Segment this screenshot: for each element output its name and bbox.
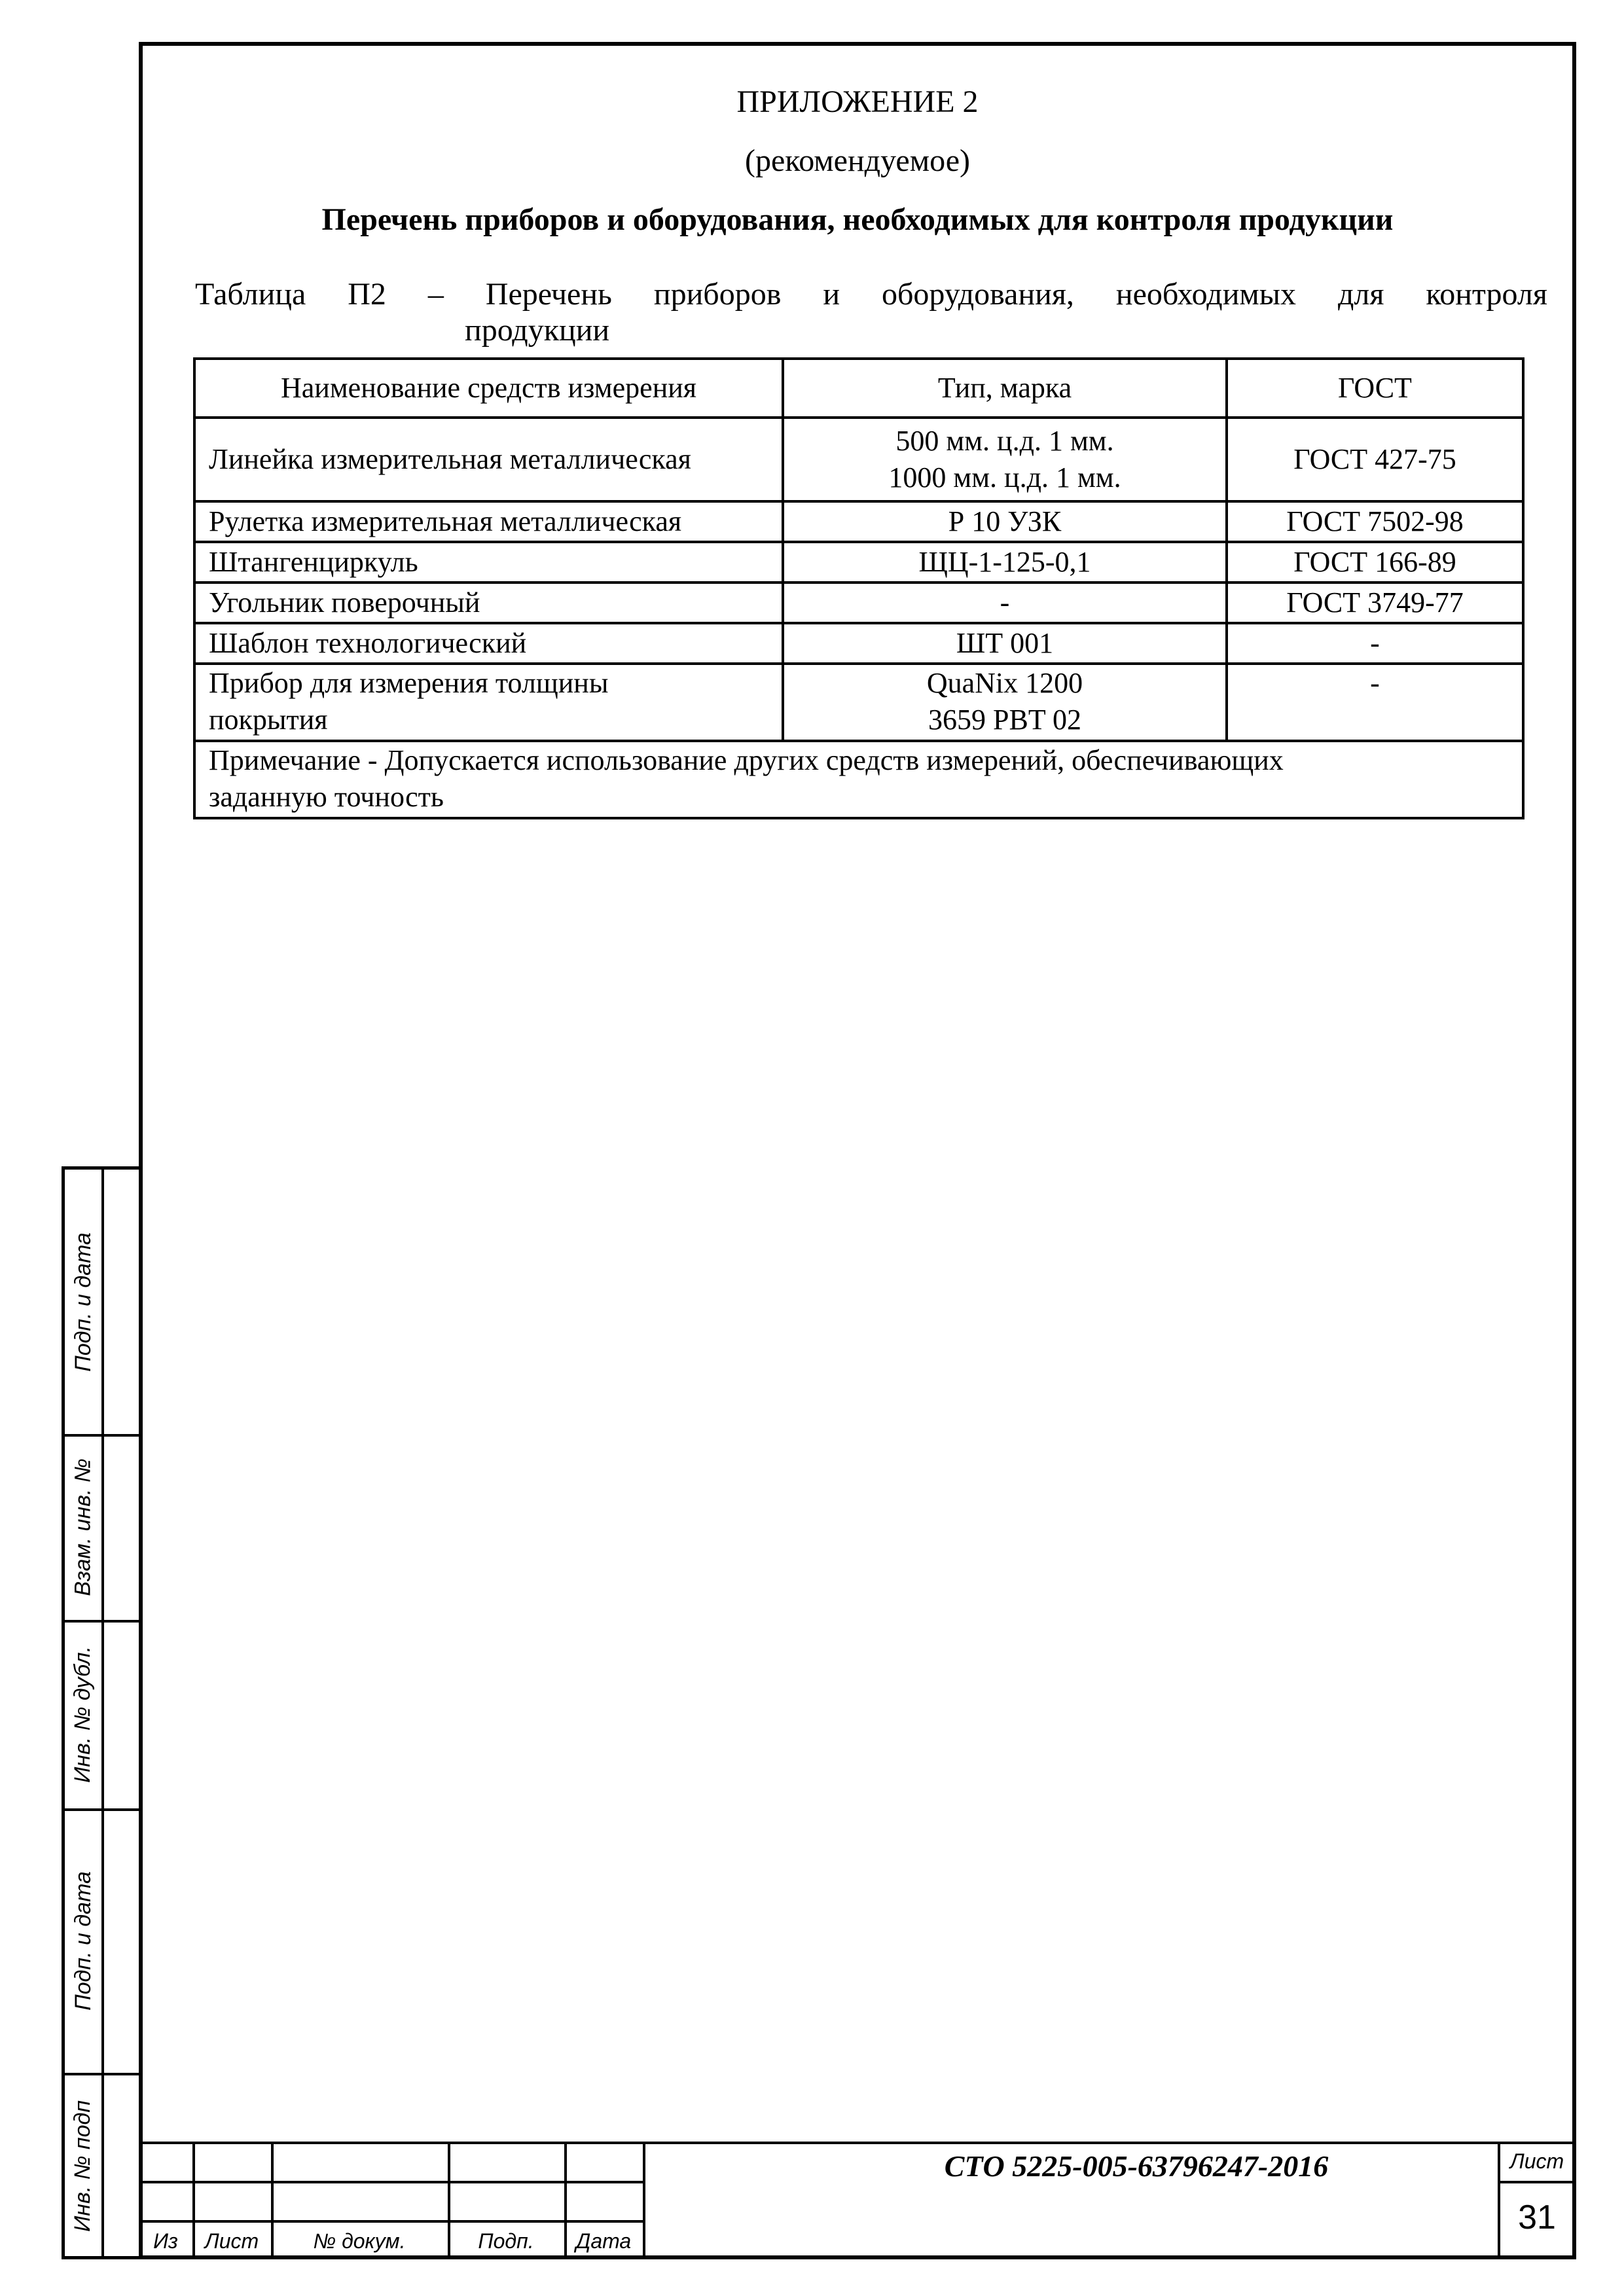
instrument-gost: -	[1227, 664, 1523, 741]
label-doc-number: № докум.	[313, 2229, 406, 2253]
instrument-gost: -	[1227, 623, 1523, 664]
side-label: Подп. и дата	[70, 1871, 96, 2011]
instrument-gost: ГОСТ 3749-77	[1227, 583, 1523, 623]
label-change: Из	[153, 2229, 178, 2253]
instrument-type	[783, 664, 1227, 741]
side-label-cell	[65, 1170, 101, 1434]
instrument-gost: ГОСТ 427-75	[1227, 418, 1523, 501]
caption-word: –	[427, 277, 444, 312]
stamp-row-line	[139, 2220, 643, 2223]
note-line: заданную точность	[209, 781, 444, 813]
instrument-type: ШТ 001	[783, 623, 1227, 664]
caption-word: для	[1337, 277, 1384, 312]
note-line: Примечание - Допускается использование других средств измерений, обеспечивающих	[209, 744, 1284, 776]
table-note-row	[194, 741, 1523, 818]
equipment-table	[193, 357, 1525, 819]
table-note	[194, 741, 1523, 818]
label-date: Дата	[575, 2229, 632, 2253]
stamp-top-line	[139, 2142, 1576, 2144]
table-caption	[195, 275, 1547, 347]
name-line: Прибор для измерения толщины	[209, 667, 609, 699]
side-label: Взам. инв. №	[70, 1458, 96, 1596]
instrument-name: Штангенциркуль	[194, 542, 783, 583]
side-label-cell	[65, 1808, 101, 2073]
caption-word: Таблица	[195, 277, 306, 312]
table-row	[194, 583, 1523, 623]
caption-word: приборов	[653, 277, 782, 312]
table-row	[194, 623, 1523, 664]
caption-word: оборудования,	[881, 277, 1074, 312]
title-block	[139, 2142, 1576, 2259]
side-label-cell	[65, 1620, 101, 1808]
instrument-name: Рулетка измерительная металлическая	[194, 501, 783, 542]
instrument-gost: ГОСТ 7502-98	[1227, 501, 1523, 542]
table-header-row	[194, 359, 1523, 418]
sheet-label: Лист	[1509, 2149, 1564, 2173]
label-signature: Подп.	[478, 2229, 534, 2253]
column-header: Тип, марка	[783, 359, 1227, 418]
side-stamp	[62, 1166, 139, 2259]
side-label: Инв. № подп	[70, 2100, 96, 2233]
document-code: СТО 5225-005-63796247-2016	[944, 2149, 1329, 2183]
side-label-cell	[65, 2073, 101, 2259]
instrument-name: Шаблон технологический	[194, 623, 783, 664]
table-row	[194, 501, 1523, 542]
caption-word: П2	[348, 277, 386, 312]
name-line: покрытия	[209, 704, 328, 736]
side-label-cell	[65, 1434, 101, 1620]
column-header: ГОСТ	[1227, 359, 1523, 418]
appendix-status: (рекомендуемое)	[745, 143, 970, 178]
appendix-heading: ПРИЛОЖЕНИЕ 2	[736, 84, 979, 119]
caption-word: необходимых	[1115, 277, 1296, 312]
type-line: 1000 мм. ц.д. 1 мм.	[888, 461, 1121, 493]
stamp-row-line	[139, 2181, 643, 2183]
type-line: QuaNix 1200	[926, 667, 1083, 699]
side-stamp-divider	[101, 1170, 104, 2256]
instrument-type: -	[783, 583, 1227, 623]
caption-word: Перечень	[485, 277, 612, 312]
column-header: Наименование средств измерения	[194, 359, 783, 418]
sheet-number: 31	[1518, 2198, 1556, 2236]
instrument-gost: ГОСТ 166-89	[1227, 542, 1523, 583]
label-sheet: Лист	[204, 2229, 259, 2253]
type-line: 500 мм. ц.д. 1 мм.	[895, 425, 1114, 457]
instrument-type	[783, 418, 1227, 501]
instrument-name: Линейка измерительная металлическая	[194, 418, 783, 501]
instrument-name	[194, 664, 783, 741]
caption-continuation: продукции	[465, 313, 610, 348]
table-row	[194, 418, 1523, 501]
instrument-type: ЩЦ-1-125-0,1	[783, 542, 1227, 583]
table-row	[194, 664, 1523, 741]
instrument-type: Р 10 УЗК	[783, 501, 1227, 542]
table-row	[194, 542, 1523, 583]
side-label: Инв. № дубл.	[70, 1645, 96, 1783]
appendix-title: Перечень приборов и оборудования, необходимых для контроля продукции	[321, 202, 1394, 237]
caption-word: контроля	[1426, 277, 1547, 312]
caption-word: и	[823, 277, 840, 312]
instrument-name: Угольник поверочный	[194, 583, 783, 623]
type-line: 3659 PBT 02	[928, 704, 1081, 736]
side-label: Подп. и дата	[70, 1232, 96, 1372]
